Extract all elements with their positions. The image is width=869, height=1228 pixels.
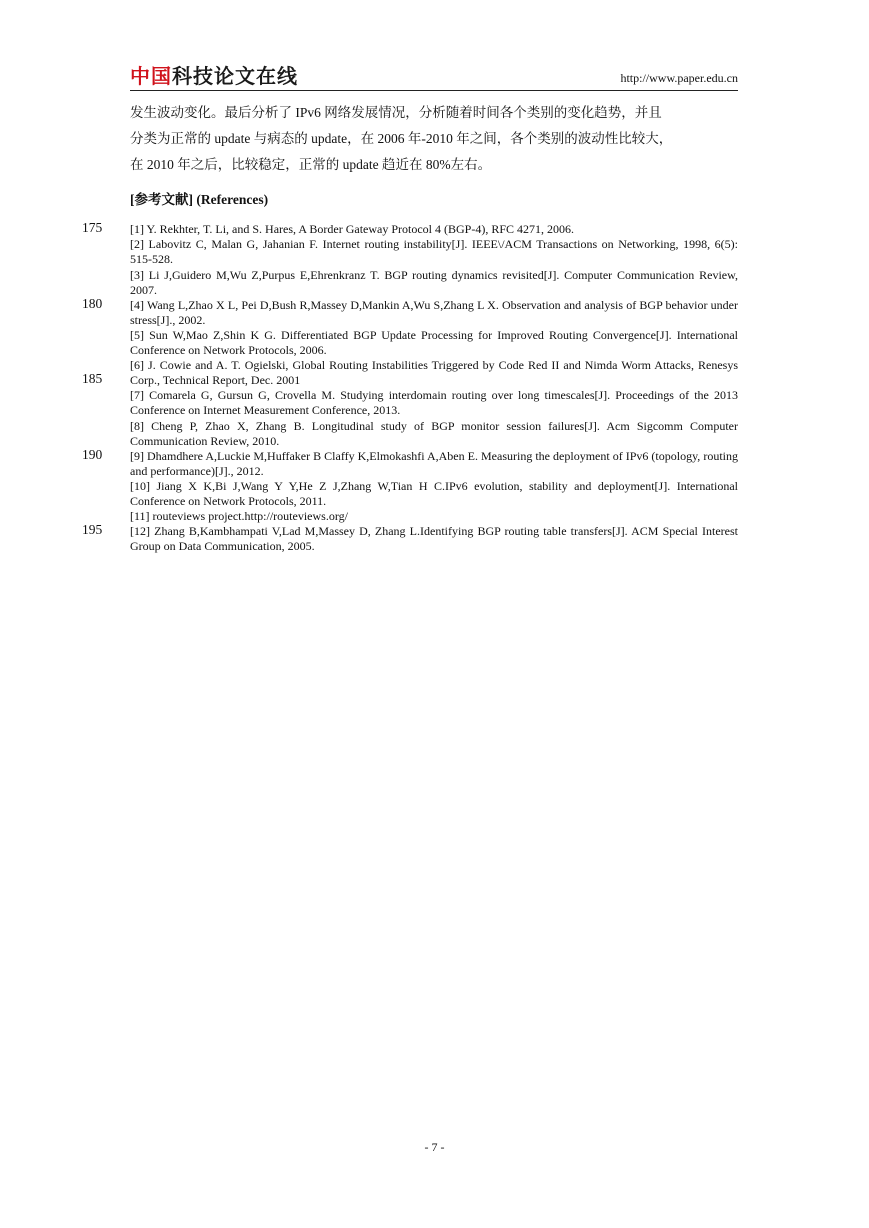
body-line: 发生波动变化。最后分析了 IPv6 网络发展情况，分析随着时间各个类别的变化趋势，并且 [130, 105, 662, 120]
logo-dark-text: 科技论文在线 [172, 64, 298, 88]
logo-red-text: 中国 [130, 64, 172, 88]
reference-item: [10] Jiang X K,Bi J,Wang Y Y,He Z J,Zhang W,Tian H C.IPv6 evolution, stability and deployment[J]. International Conference on Network Protocols, 2011. [130, 479, 738, 509]
reference-item: [3] Li J,Guidero M,Wu Z,Purpus E,Ehrenkranz T. BGP routing dynamics revisited[J]. Computer Communication Review, 2007. [130, 268, 738, 298]
reference-item: [6] J. Cowie and A. T. Ogielski, Global Routing Instabilities Triggered by Code Red II and Nimda Worm Attacks, Renesys Corp., Technical Report, Dec. 2001 [130, 358, 738, 388]
references-heading: [参考文献] (References) [130, 192, 269, 207]
line-number: 180 [82, 296, 103, 311]
reference-item: [1] Y. Rekhter, T. Li, and S. Hares, A Border Gateway Protocol 4 (BGP-4), RFC 4271, 2006. [130, 222, 575, 236]
reference-item: [11] routeviews project.http://routeviews.org/ [130, 509, 348, 523]
line-number: 195 [82, 522, 103, 537]
reference-item: [7] Comarela G, Gursun G, Crovella M. Studying interdomain routing over long timescales[J]. Proceedings of the 2013 Conference on Internet Measurement Conference, 2013. [130, 388, 738, 418]
reference-item: [9] Dhamdhere A,Luckie M,Huffaker B Claffy K,Elmokashfi A,Aben E. Measuring the deployment of IPv6 (topology, routing and performance)[J]., 2012. [130, 449, 738, 479]
page-header [130, 58, 738, 91]
reference-item: [5] Sun W,Mao Z,Shin K G. Differentiated BGP Update Processing for Improved Routing Convergence[J]. International Conference on Network Protocols, 2006. [130, 328, 738, 358]
line-number: 185 [82, 371, 103, 386]
page-number: - 7 - [424, 1140, 445, 1154]
journal-logo [130, 60, 298, 89]
body-line: 分类为正常的 update 与病态的 update，在 2006 年-2010 年之间，各个类别的波动性比较大， [130, 131, 673, 146]
reference-item: [8] Cheng P, Zhao X, Zhang B. Longitudinal study of BGP monitor session failures[J]. Acm Sigcomm Computer Communication Review, 2010. [130, 419, 738, 449]
line-number: 190 [82, 447, 103, 462]
reference-item: [12] Zhang B,Kambhampati V,Lad M,Massey D, Zhang L.Identifying BGP routing table transfers[J]. ACM Special Interest Group on Data Communication, 2005. [130, 524, 738, 554]
line-number: 175 [82, 220, 103, 235]
header-url: http://www.paper.edu.cn [620, 71, 738, 85]
body-line: 在 2010 年之后，比较稳定，正常的 update 趋近在 80%左右。 [130, 157, 492, 172]
reference-item: [2] Labovitz C, Malan G, Jahanian F. Internet routing instability[J]. IEEE\/ACM Transactions on Networking, 1998, 6(5): 515-528. [130, 237, 738, 267]
reference-item: [4] Wang L,Zhao X L, Pei D,Bush R,Massey D,Mankin A,Wu S,Zhang L X. Observation and analysis of BGP behavior under stress[J]., 2002. [130, 298, 738, 328]
body-paragraph [130, 100, 738, 178]
